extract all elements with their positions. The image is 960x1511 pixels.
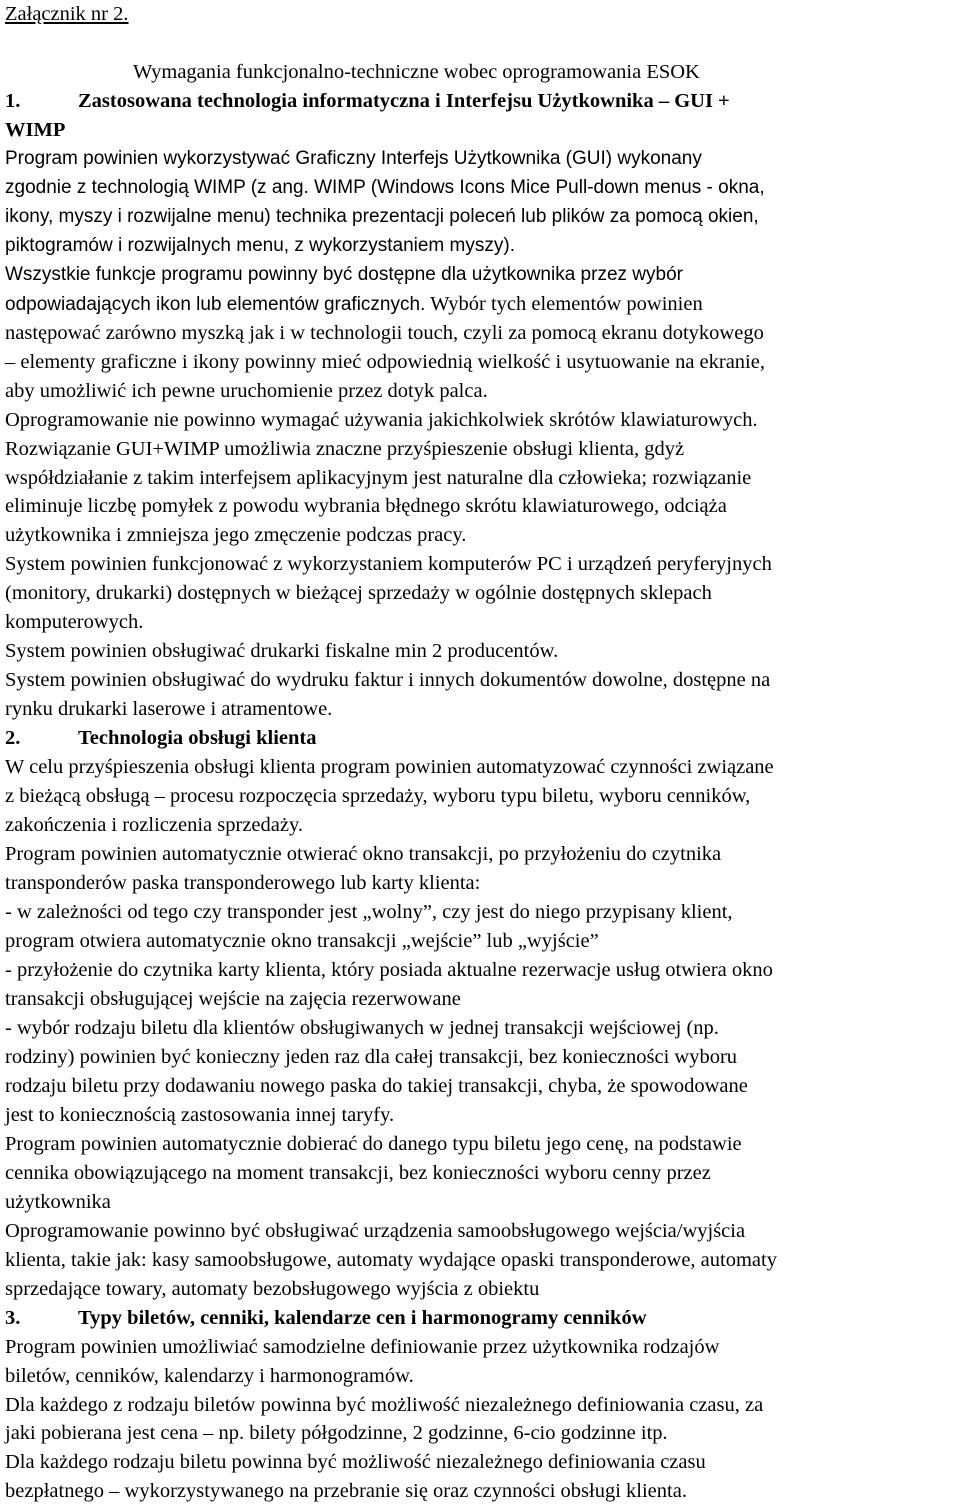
paragraph-line: W celu przyśpieszenia obsługi klienta program powinien automatyzować czynności związane — [5, 756, 774, 779]
section3-heading — [5, 1304, 955, 1333]
paragraph-line: rodziny) powinien być konieczny jeden raz dla całej transakcji, bez konieczności wyboru — [5, 1045, 738, 1068]
paragraph-line: Dla każdego rodzaju biletu powinna być możliwość niezależnego definiowania czasu — [5, 1451, 706, 1474]
paragraph-line: cennika obowiązującego na moment transakcji, bez konieczności wyboru cenny przez — [5, 1161, 711, 1184]
section2-heading — [5, 724, 955, 753]
paragraph-line: następować zarówno myszką jak i w technologii touch, czyli za pomocą ekranu dotykowego — [5, 321, 764, 344]
paragraph-line: transponderów paska transponderowego lub karty klienta: — [5, 872, 481, 895]
paragraph-line: użytkownika i zmniejsza jego zmęczenie podczas pracy. — [5, 524, 467, 547]
paragraph-line: komputerowych. — [5, 611, 144, 634]
paragraph-line: Dla każdego z rodzaju biletów powinna być możliwość niezależnego definiowania czasu, za — [5, 1393, 764, 1416]
paragraph-line: klienta, takie jak: kasy samoobsługowe, automaty wydające opaski transponderowe, automaty — [5, 1248, 777, 1271]
paragraph-line: Rozwiązanie GUI+WIMP umożliwia znaczne przyśpieszenie obsługi klienta, gdyż — [5, 437, 685, 460]
paragraph-line: Program powinien umożliwiać samodzielne definiowanie przez użytkownika rodzajów — [5, 1335, 720, 1358]
paragraph-line: eliminuje liczbę pomyłek z powodu wybrania błędnego skrótu klawiaturowego, odciąża — [5, 495, 727, 518]
attachment-line — [5, 0, 955, 29]
document-page — [5, 0, 955, 1506]
paragraph-line: zakończenia i rozliczenia sprzedaży. — [5, 814, 304, 837]
paragraph-line: Program powinien automatycznie dobierać do danego typu biletu jego cenę, na podstawie — [5, 1132, 742, 1155]
paragraph-line: - w zależności od tego czy transponder jest „wolny”, czy jest do niego przypisany klient, — [5, 901, 733, 924]
paragraph-line — [5, 174, 955, 203]
paragraph-fragment: zgodnie z technologią WIMP (z ang. — [5, 176, 315, 198]
paragraph-line: bezpłatnego – wykorzystywanego na przebranie się oraz czynności obsługi klienta. — [5, 1480, 687, 1503]
paragraph-line: z bieżącą obsługą – procesu rozpoczęcia sprzedaży, wyboru typu biletu, wyboru cenników, — [5, 785, 751, 808]
paragraph-line — [5, 290, 955, 319]
attachment-label: Załącznik nr 2. — [5, 3, 129, 25]
section1-number: 1. — [5, 89, 21, 112]
paragraph-line: Oprogramowanie powinno być obsługiwać urządzenia samoobsługowego wejścia/wyjścia — [5, 1219, 746, 1242]
paragraph-line: biletów, cenników, kalendarzy i harmonogramów. — [5, 1364, 414, 1387]
paragraph-line: System powinien obsługiwać drukarki fiskalne min 2 producentów. — [5, 640, 559, 663]
paragraph-line: jest to koniecznością zastosowania innej taryfy. — [5, 1103, 395, 1126]
paragraph-line: współdziałanie z takim interfejsem aplikacyjnym jest naturalne dla człowieka; rozwiązanie — [5, 466, 752, 489]
section1-heading — [5, 87, 955, 116]
blank-line — [5, 29, 955, 58]
paragraph-line: (monitory, drukarki) dostępnych w bieżącej sprzedaży w ogólnie dostępnych sklepach — [5, 582, 712, 605]
paragraph-line: program otwiera automatycznie okno transakcji „wejście” lub „wyjście” — [5, 930, 599, 952]
paragraph-line: – elementy graficzne i ikony powinny mieć odpowiednią wielkość i usytuowanie na ekranie, — [5, 350, 765, 373]
paragraph-line: jaki pobierana jest cena – np. bilety półgodzinne, 2 godzinne, 6-cio godzinne itp. — [5, 1422, 668, 1445]
section2-heading-text: Technologia obsługi klienta — [78, 727, 317, 750]
paragraph-line: Wszystkie funkcje programu powinny być dostępne dla użytkownika przez wybór — [5, 263, 683, 285]
section3-heading-text: Typy biletów, cenniki, kalendarze cen i harmonogramy cenników — [78, 1306, 647, 1329]
paragraph-line: - przyłożenie do czytnika karty klienta, który posiada aktualne rezerwacje usług otwiera okno — [5, 958, 773, 981]
paragraph-line: sprzedające towary, automaty bezobsługowego wyjścia z obiektu — [5, 1277, 540, 1300]
section1-heading-text: Zastosowana technologia informatyczna i Interfejsu Użytkownika – GUI + — [78, 89, 730, 112]
paragraph-line: ikony, myszy i rozwijalne menu) technika prezentacji poleceń lub plików za pomocą okien, — [5, 205, 759, 227]
paragraph-line: piktogramów i rozwijalnych menu, z wykorzystaniem myszy). — [5, 234, 515, 256]
paragraph-line: aby umożliwić ich pewne uruchomienie przez dotyk palca. — [5, 379, 488, 402]
paragraph-line: System powinien funkcjonować z wykorzystaniem komputerów PC i urządzeń peryferyjnych — [5, 553, 772, 576]
document-title: Wymagania funkcjonalno-techniczne wobec oprogramowania ESOK — [133, 60, 700, 83]
paragraph-line: Program powinien wykorzystywać Graficzny Interfejs Użytkownika (GUI) wykonany — [5, 147, 702, 169]
paragraph-fragment: odpowiadających ikon lub elementów graficznych. — [5, 293, 426, 315]
section2-number: 2. — [5, 727, 21, 750]
paragraph-line: Program powinien automatycznie otwierać okno transakcji, po przyłożeniu do czytnika — [5, 843, 722, 866]
paragraph-line: rodzaju biletu przy dodawaniu nowego paska do takiej transakcji, chyba, że spowodowane — [5, 1074, 748, 1097]
paragraph-fragment: WIMP (Windows Icons Mice Pull-down menus - okna, — [314, 176, 765, 198]
paragraph-line: transakcji obsługującej wejście na zajęcia rezerwowane — [5, 987, 461, 1010]
section3-number: 3. — [5, 1306, 21, 1329]
paragraph-line: Oprogramowanie nie powinno wymagać używania jakichkolwiek skrótów klawiaturowych. — [5, 408, 758, 431]
section1-heading-cont: WIMP — [5, 118, 66, 141]
paragraph-line: rynku drukarki laserowe i atramentowe. — [5, 698, 333, 721]
paragraph-line: użytkownika — [5, 1190, 111, 1213]
paragraph-line: - wybór rodzaju biletu dla klientów obsługiwanych w jednej transakcji wejściowej (np. — [5, 1016, 719, 1039]
paragraph-fragment: Wybór tych elementów powinien — [430, 292, 703, 315]
paragraph-line: System powinien obsługiwać do wydruku faktur i innych dokumentów dowolne, dostępne na — [5, 669, 771, 692]
